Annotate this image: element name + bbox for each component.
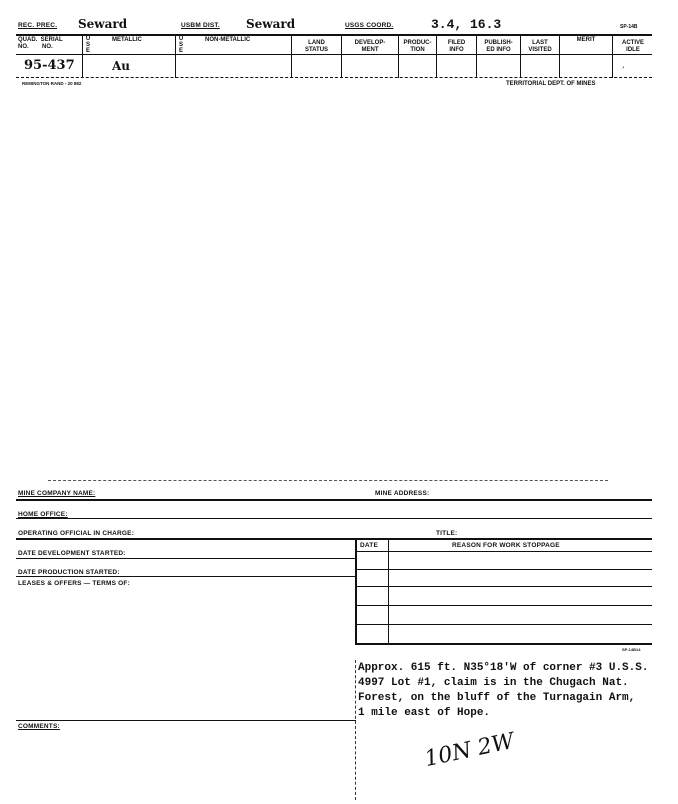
date-column-header: DATE xyxy=(360,542,379,549)
bottom-dashed-rule xyxy=(16,77,652,79)
mine-address-label: MINE ADDRESS: xyxy=(375,490,430,497)
rule xyxy=(16,518,652,519)
table-row-rule xyxy=(355,624,652,625)
rule xyxy=(16,538,652,540)
top-rule xyxy=(16,34,652,36)
reason-column-header: REASON FOR WORK STOPPAGE xyxy=(452,542,560,549)
table-row-rule xyxy=(355,569,652,570)
use-header-metallic: U S E xyxy=(85,36,91,54)
rule xyxy=(16,499,652,501)
serial-number: 95-437 xyxy=(24,58,75,73)
filed-info-header: FILED INFO xyxy=(447,40,466,53)
table-date-divider xyxy=(388,538,389,644)
home-office-label: HOME OFFICE: xyxy=(18,511,68,518)
check-mark: ʾ xyxy=(617,63,627,79)
production-header: PRODUC- TION xyxy=(403,40,432,53)
date-production-started-label: DATE PRODUCTION STARTED: xyxy=(18,569,120,576)
date-development-started-label: DATE DEVELOPMENT STARTED: xyxy=(18,550,126,557)
mine-company-name-label: MINE COMPANY NAME: xyxy=(18,490,96,497)
usgs-coord-label: USGS COORD. xyxy=(345,22,394,29)
department-footer: TERRITORIAL DEPT. OF MINES xyxy=(506,81,596,87)
table-row-rule xyxy=(355,551,652,552)
card-top-edge xyxy=(48,480,608,481)
table-row-rule xyxy=(355,586,652,587)
printer-footer: REMINGTON RAND - 20 882 xyxy=(22,81,82,86)
published-info-header: PUBLISH- ED INFO xyxy=(484,40,513,53)
title-label: TITLE: xyxy=(436,530,458,537)
comments-label: COMMENTS: xyxy=(18,723,60,730)
metallic-value: Au xyxy=(112,59,131,73)
lower-form-number: SP-14B14 xyxy=(622,647,641,652)
col-divider xyxy=(175,34,176,78)
rule xyxy=(16,720,356,721)
rule xyxy=(16,558,356,559)
notes-line-4: 1 mile east of Hope. xyxy=(358,707,491,719)
handwritten-township: 10N 2W xyxy=(422,728,517,773)
header-rule xyxy=(16,54,652,55)
development-header: DEVELOP- MENT xyxy=(354,40,386,53)
use-header-nonmetallic: U S E xyxy=(178,36,184,54)
land-status-header: LAND STATUS xyxy=(304,40,329,53)
leases-offers-label: LEASES & OFFERS — TERMS OF: xyxy=(18,580,130,587)
notes-line-3: Forest, on the bluff of the Turnagain Arm, xyxy=(358,692,636,704)
notes-line-2: 4997 Lot #1, claim is in the Chugach Nat. xyxy=(358,677,629,689)
table-row-rule xyxy=(355,643,652,645)
table-left-border xyxy=(355,538,357,644)
location-notes xyxy=(358,661,648,721)
rule xyxy=(16,576,356,577)
notes-left-edge xyxy=(355,660,357,800)
rec-prec-label: REC. PREC. xyxy=(18,22,58,29)
col-divider xyxy=(82,34,83,78)
operating-official-label: OPERATING OFFICIAL IN CHARGE: xyxy=(18,530,135,537)
usgs-coord-value: 3.4, 16.3 xyxy=(431,17,502,32)
notes-line-1: Approx. 615 ft. N35°18'W of corner #3 U.S.S. xyxy=(358,662,649,674)
table-row-rule xyxy=(355,605,652,606)
last-visited-header: LAST VISITED xyxy=(528,40,552,53)
merit-header: MERIT xyxy=(576,37,596,43)
usbm-dist-label: USBM DIST. xyxy=(181,22,220,29)
active-idle-header: ACTIVE IDLE xyxy=(621,40,644,53)
metallic-header: METALLIC xyxy=(112,37,142,43)
usbm-dist-value: Seward xyxy=(246,17,296,31)
quad-serial-header: QUAD. SERIAL NO. NO. xyxy=(18,37,63,50)
rec-prec-value: Seward xyxy=(78,17,128,31)
top-form-number: SP-14B xyxy=(620,24,638,30)
nonmetallic-header: NON-METALLIC xyxy=(205,37,251,43)
